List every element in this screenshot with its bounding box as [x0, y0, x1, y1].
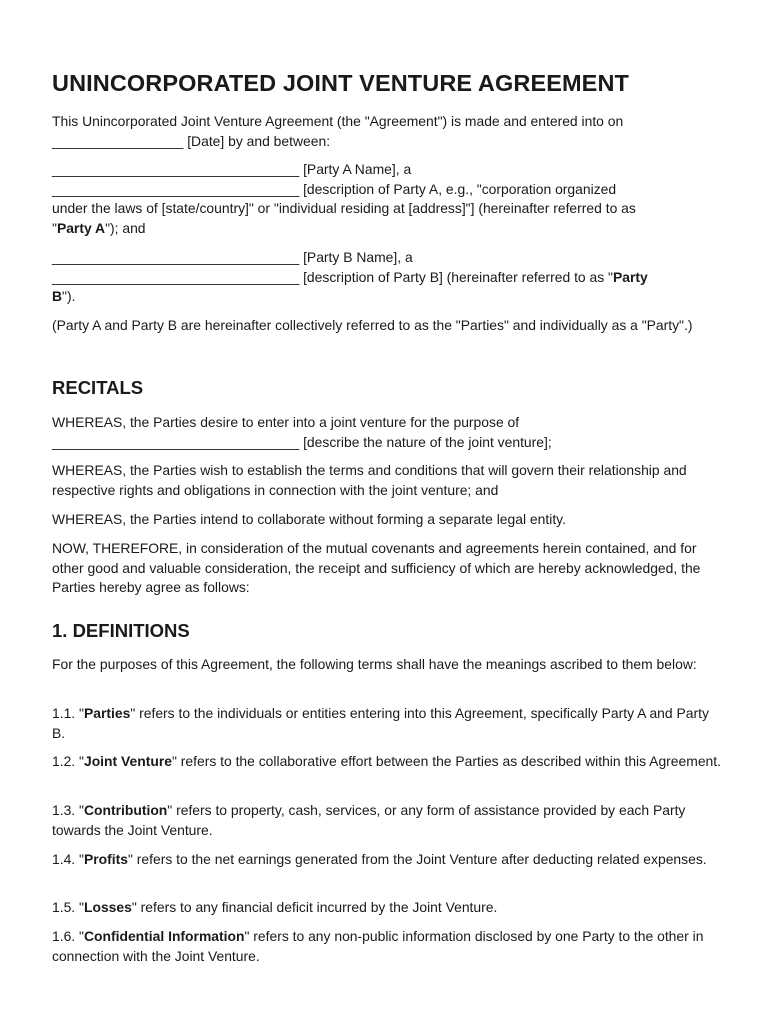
party-b-term-1: Party	[612, 268, 648, 285]
definition-term: Contribution	[83, 802, 168, 818]
party-b-close: ").	[62, 288, 76, 305]
definition-text: " refers to property, cash, services, or any form of assistance provided by each Party towards the Joint Venture.	[52, 802, 686, 838]
definition-number: 1.6. "	[52, 928, 84, 944]
definitions-intro	[52, 655, 722, 675]
whereas-2	[52, 461, 722, 500]
definitions-heading-wrap	[52, 620, 722, 642]
document-title: UNINCORPORATED JOINT VENTURE AGREEMENT	[52, 70, 629, 96]
parties-note-text: (Party A and Party B are hereinafter collectively referred to as the "Parties" and individually as a "Party".)	[52, 317, 693, 333]
whereas-1	[52, 413, 722, 452]
definition-term: Confidential Information	[83, 928, 245, 944]
definition-item	[52, 704, 722, 743]
intro-date-text: [Date] by and between:	[183, 132, 331, 149]
party-b-name-text: [Party B Name], a	[299, 249, 413, 265]
intro-text: This Unincorporated Joint Venture Agreement (the "Agreement") is made and entered into on	[52, 113, 624, 129]
party-b-desc-blank: ________________________________	[52, 268, 300, 285]
party-a-name-blank: ________________________________	[52, 161, 300, 177]
definition-item	[52, 927, 722, 966]
recitals-heading: RECITALS	[52, 377, 144, 398]
definition-term: Parties	[83, 705, 131, 721]
party-b-name-blank: ________________________________	[52, 249, 300, 265]
party-a-desc-continued: under the laws of [state/country]" or "individual residing at [address]"] (hereinafter referred to as	[52, 200, 636, 217]
party-a-desc-text: [description of Party A, e.g., "corporation organized	[299, 180, 617, 197]
definition-text: " refers to the net earnings generated from the Joint Venture after deducting related expenses.	[127, 851, 707, 867]
whereas-3	[52, 510, 722, 530]
definition-term: Losses	[83, 899, 132, 915]
definition-number: 1.1. "	[52, 705, 84, 721]
definition-text: " refers to any financial deficit incurred by the Joint Venture.	[131, 899, 498, 915]
definition-number: 1.5. "	[52, 899, 84, 915]
definitions-intro-text: For the purposes of this Agreement, the following terms shall have the meanings ascribed to them below:	[52, 656, 697, 672]
parties-note	[52, 316, 722, 336]
party-a-desc-blank: ________________________________	[52, 180, 300, 197]
definition-text: " refers to the collaborative effort between the Parties as described within this Agreement.	[171, 753, 721, 769]
date-blank: _________________	[52, 132, 184, 149]
definition-number: 1.2. "	[52, 753, 84, 769]
definition-term: Joint Venture	[83, 753, 172, 769]
definition-item	[52, 850, 722, 870]
purpose-blank: ________________________________	[52, 433, 300, 450]
definition-text: " refers to any non-public information disclosed by one Party to the other in connection with the Joint Venture.	[52, 928, 704, 964]
party-b-paragraph	[52, 248, 722, 307]
definition-item	[52, 898, 722, 918]
definition-number: 1.3. "	[52, 802, 84, 818]
intro-paragraph	[52, 112, 722, 151]
definition-term: Profits	[83, 851, 128, 867]
party-b-desc-text: [description of Party B] (hereinafter referred to as "	[299, 268, 613, 285]
party-a-term: Party A	[56, 219, 106, 236]
party-a-name-text: [Party A Name], a	[299, 161, 412, 177]
party-a-paragraph	[52, 160, 722, 238]
whereas-3-text: WHEREAS, the Parties intend to collaborate without forming a separate legal entity.	[52, 511, 566, 527]
quote-mark: "	[52, 219, 57, 236]
definition-item	[52, 752, 722, 772]
definition-text: " refers to the individuals or entities entering into this Agreement, specifically Party A and Party B.	[52, 705, 709, 741]
now-therefore-text: NOW, THEREFORE, in consideration of the mutual covenants and agreements herein contained, and for other good and valuable consideration, the receipt and sufficiency of which are hereby acknowledged, the Parties hereby agree as follows:	[52, 540, 701, 596]
whereas-1-text: WHEREAS, the Parties desire to enter into a joint venture for the purpose of	[52, 414, 520, 430]
now-therefore	[52, 539, 722, 598]
definition-item	[52, 801, 722, 840]
party-b-term-2: B	[52, 288, 63, 305]
whereas-1-purpose: [describe the nature of the joint venture];	[299, 433, 552, 450]
definition-number: 1.4. "	[52, 851, 84, 867]
party-a-close: "); and	[105, 219, 146, 236]
whereas-2-text: WHEREAS, the Parties wish to establish the terms and conditions that will govern their relationship and respective rights and obligations in connection with the joint venture; and	[52, 462, 687, 498]
recitals-heading-wrap	[52, 377, 722, 399]
definitions-heading: 1. DEFINITIONS	[52, 620, 190, 641]
